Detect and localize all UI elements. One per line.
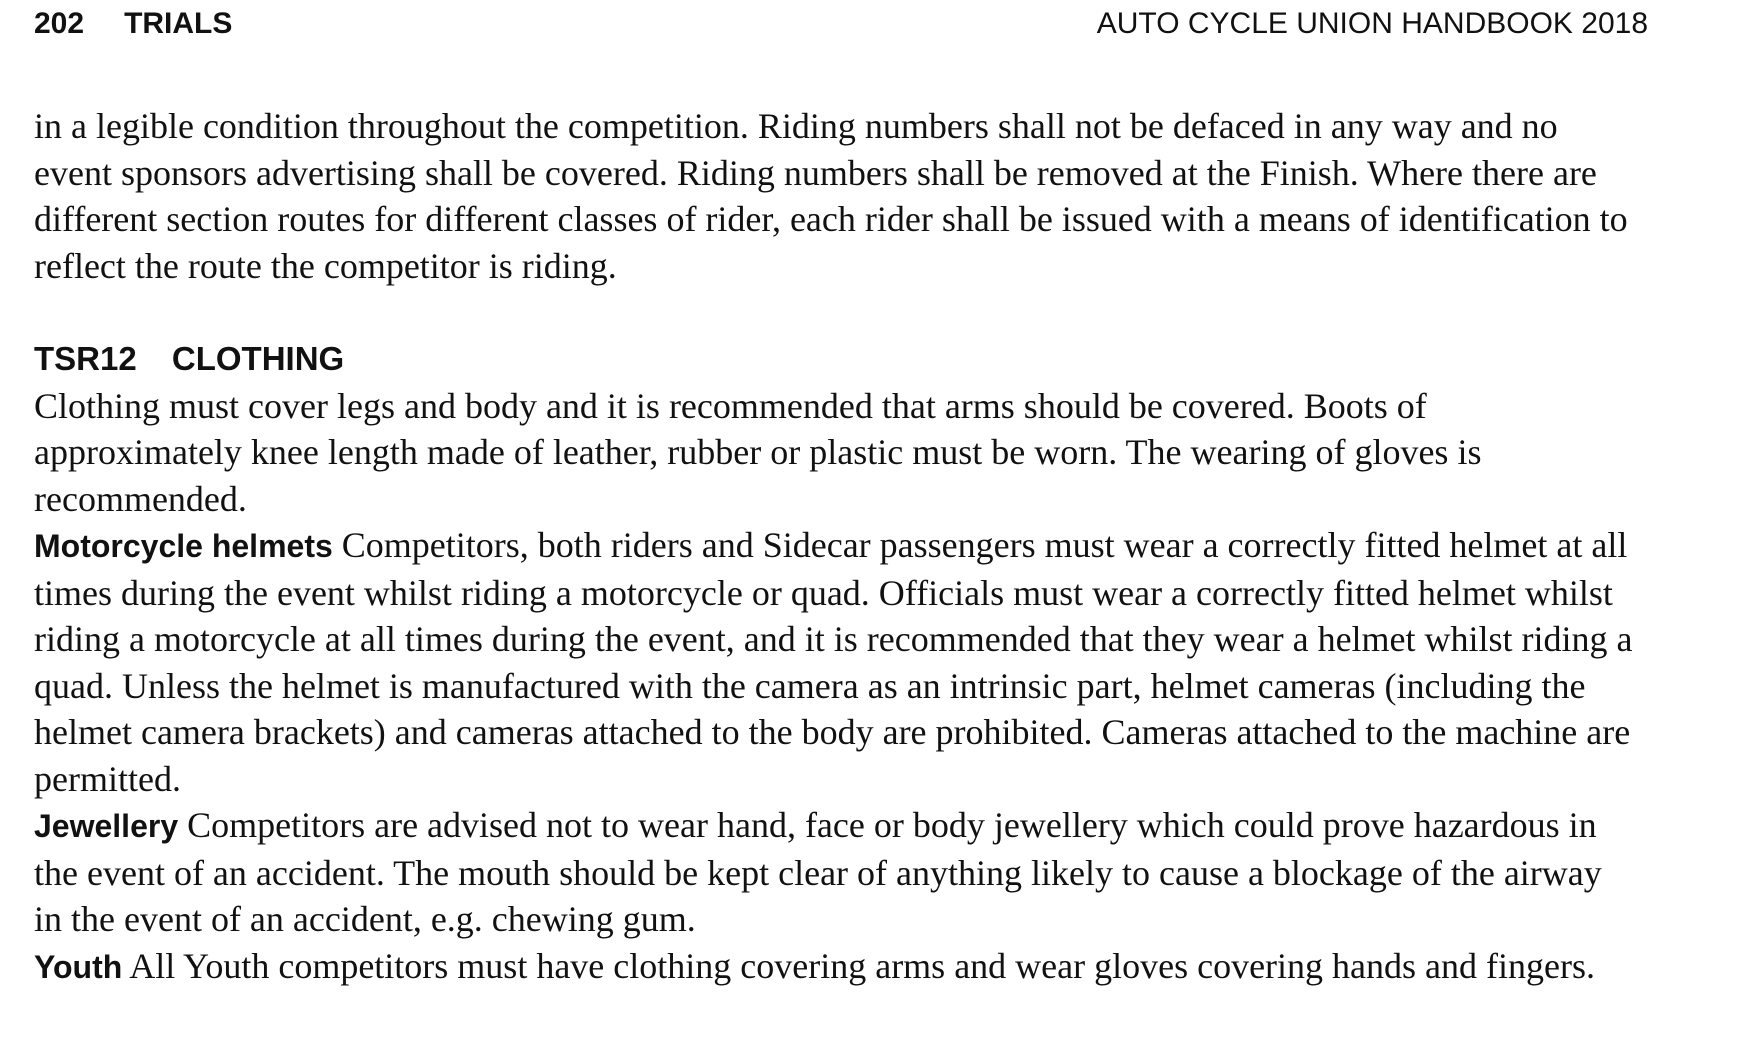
rule-text: Competitors are advised not to wear hand, face or body jewellery which could prove hazardous in the event of an accident. The mouth should be kept clear of anything likely to cause a blockage of the airway in the event of an accident, e.g. chewing gum. <box>34 805 1602 939</box>
continued-paragraph: in a legible condition throughout the competition. Riding numbers shall not be defaced in any way and no event sponsors advertising shall be covered. Riding numbers shall be removed at the Finish. Where there are different section routes for different classes of rider, each rider shall be issued with a means of identification to reflect the route the competitor is riding. <box>34 106 1628 286</box>
section-intro: Clothing must cover legs and body and it is recommended that arms should be covered. Boots of approximately knee length made of leather, rubber or plastic must be worn. The wearing of gloves is recommended. <box>34 385 1482 519</box>
rule-lead-term: Youth <box>34 948 123 985</box>
page-number: 202 <box>34 7 85 40</box>
rule-lead-term: Jewellery <box>34 808 179 844</box>
rule-text: Competitors, both riders and Sidecar passengers must wear a correctly fitted helmet at all times during the event whilst riding a motorcycle or quad. Officials must wear a correctly fitted helmet whilst riding a motorcycle at all times during the event, and it is recommended that they wear a helmet whilst riding a quad. Unless the helmet is manufactured with the camera as an intrinsic part, helmet cameras (including the helmet camera brackets) and cameras attached to the body are prohibited. Cameras attached to the machine are permitted. <box>34 525 1633 799</box>
page-header <box>34 6 1648 42</box>
rule-item-youth <box>34 943 1634 991</box>
rule-text: All Youth competitors must have clothing covering arms and wear gloves covering hands and fingers. <box>129 945 1595 986</box>
section-code: TSR12 <box>34 340 137 377</box>
rule-item-jewellery <box>34 802 1634 943</box>
publication-title: AUTO CYCLE UNION HANDBOOK 2018 <box>1096 7 1648 40</box>
rule-lead-term: Motorcycle helmets <box>34 528 333 564</box>
section-title: CLOTHING <box>171 340 345 377</box>
header-left <box>34 7 232 41</box>
running-section-title: TRIALS <box>124 7 233 40</box>
page-body <box>34 103 1634 990</box>
section-heading <box>34 336 1634 383</box>
rule-item-motorcycle-helmets <box>34 522 1634 802</box>
